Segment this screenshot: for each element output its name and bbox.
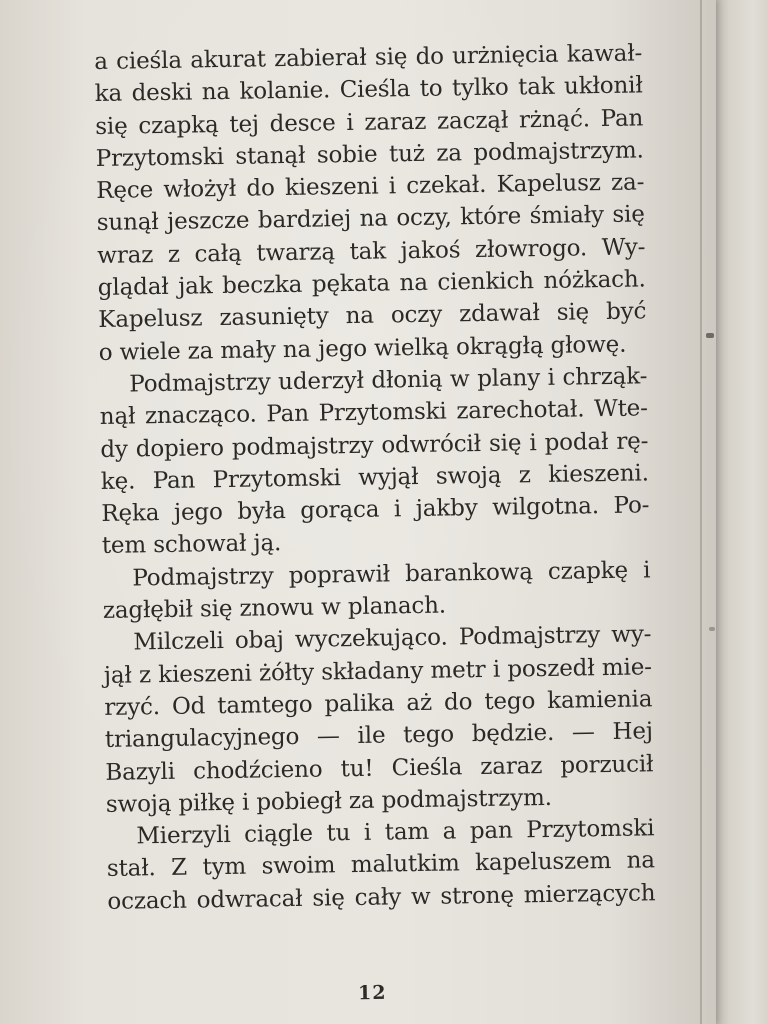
text-line: a cieśla akurat zabierał się do urżnięcia kawał- [94, 40, 643, 75]
text-line: wraz z całą twarzą tak jakoś złowrogo. Wy- [97, 234, 646, 269]
text-line: Ręka jego była gorąca i jakby wilgotna. Po- [101, 492, 650, 528]
text-line: ka deski na kolanie. Cieśla to tylko tak ukłonił [94, 72, 643, 108]
text-line: Podmajstrzy uderzył dłonią w plany i chrząk- [129, 363, 648, 398]
page-fold-line [700, 0, 702, 1024]
text-line: Mierzyli ciągle tu i tam a pan Przytomski [136, 815, 655, 850]
text-line: rzyć. Od tamtego palika aż do tego kamienia [104, 686, 653, 721]
text-line: kę. Pan Przytomski wyjął swoją z kieszeni. [100, 460, 649, 495]
text-line: oczach odwracał się cały w stronę mierzących [107, 880, 656, 915]
text-line: Podmajstrzy poprawił barankową czapkę i [132, 557, 651, 592]
text-line: Kapelusz zasunięty na oczy zdawał się być [98, 298, 647, 334]
text-line: stał. Z tym swoim malutkim kapeluszem na [106, 847, 656, 883]
binding-thread-mark [706, 333, 714, 338]
text-line: nął znacząco. Pan Przytomski zarechotał. Wte- [99, 395, 648, 431]
adjacent-page-edge [716, 0, 768, 1024]
text-line: zagłębił się znowu w planach. [102, 592, 447, 624]
text-line: swoją piłkę i pobiegł za podmajstrzym. [105, 784, 553, 818]
text-line: Bazyli chodźcieno tu! Cieśla zaraz porzucił [105, 750, 654, 786]
body-text [94, 37, 656, 918]
binding-thread-mark [709, 627, 715, 631]
text-line: o wiele za mały na jego wielką okrągłą głowę. [98, 331, 627, 366]
text-line: Przytomski stanął sobie tuż za podmajstrzym. [95, 137, 644, 172]
text-line: glądał jak beczka pękata na cienkich nóżkach. [97, 266, 646, 302]
text-line: Ręce włożył do kieszeni i czekał. Kapelusz za- [96, 169, 645, 205]
text-line: Milczeli obaj wyczekująco. Podmajstrzy wy- [133, 621, 652, 656]
text-line: się czapką tej desce i zaraz zaczął rżnąć. Pan [95, 104, 644, 140]
text-line: jął z kieszeni żółty składany metr i poszedł mie- [103, 653, 653, 689]
text-line: triangulacyjnego — ile tego będzie. — Hej [104, 718, 654, 754]
text-line: dy dopiero podmajstrzy odwrócił się i podał rę- [100, 427, 649, 463]
text-line: tem schował ją. [101, 530, 282, 560]
page-number: 12 [357, 981, 387, 1005]
text-line: sunął jeszcze bardziej na oczy, które śmiały się [96, 201, 645, 237]
